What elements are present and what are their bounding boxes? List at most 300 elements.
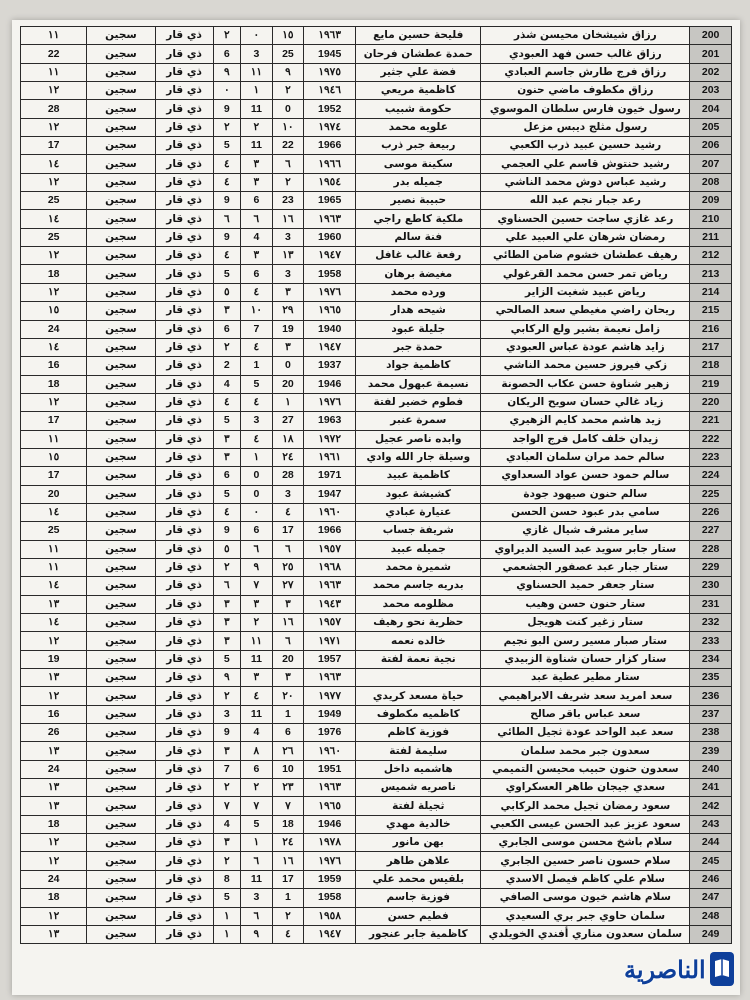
province-cell: ذي قار [155, 338, 213, 356]
row-number-cell: 220 [690, 393, 732, 411]
province-cell: ذي قار [155, 669, 213, 687]
mother-name-cell: سمرة عنبر [356, 412, 481, 430]
status-cell: سجين [87, 742, 155, 760]
birth-month-cell: ٩ [241, 558, 273, 576]
birth-day-cell: 10 [272, 760, 304, 778]
mother-name-cell: مظلومه محمد [356, 595, 481, 613]
mother-name-cell: فليحة حسين مايع [356, 27, 481, 45]
province-cell: ذي قار [155, 283, 213, 301]
province-cell: ذي قار [155, 430, 213, 448]
row-number-cell: 240 [690, 760, 732, 778]
full-name-cell: سلام حسون ناصر حسين الجابري [481, 852, 690, 870]
province-cell: ذي قار [155, 118, 213, 136]
birth-year-cell: ١٩٤٣ [304, 595, 356, 613]
table-row [21, 577, 732, 595]
row-number-cell: 210 [690, 210, 732, 228]
status-cell: سجين [87, 522, 155, 540]
code-digit-cell: ٢ [213, 779, 241, 797]
code-digit-cell: 3 [213, 705, 241, 723]
birth-day-cell: 1 [272, 705, 304, 723]
birth-year-cell: 1952 [304, 100, 356, 118]
birth-month-cell: ٤ [241, 430, 273, 448]
table-row [21, 118, 732, 136]
status-cell: سجين [87, 338, 155, 356]
table-row [21, 925, 732, 943]
code-number-cell: ١٤ [21, 614, 87, 632]
full-name-cell: رمضان شرهان علي العبيد علي [481, 228, 690, 246]
province-cell: ذي قار [155, 724, 213, 742]
code-number-cell: ١٢ [21, 82, 87, 100]
row-number-cell: 211 [690, 228, 732, 246]
province-cell: ذي قار [155, 925, 213, 943]
status-cell: سجين [87, 907, 155, 925]
birth-month-cell: 11 [241, 650, 273, 668]
table-row [21, 265, 732, 283]
code-number-cell: ١٤ [21, 503, 87, 521]
row-number-cell: 225 [690, 485, 732, 503]
table-row [21, 797, 732, 815]
mother-name-cell: سكينة موسى [356, 155, 481, 173]
status-cell: سجين [87, 558, 155, 576]
province-cell: ذي قار [155, 448, 213, 466]
province-cell: ذي قار [155, 247, 213, 265]
full-name-cell: ستار جابر سويد عبد السيد الديراوي [481, 540, 690, 558]
row-number-cell: 202 [690, 63, 732, 81]
status-cell: سجين [87, 485, 155, 503]
code-number-cell: 17 [21, 137, 87, 155]
table-row [21, 82, 732, 100]
row-number-cell: 222 [690, 430, 732, 448]
code-digit-cell: 9 [213, 192, 241, 210]
code-number-cell: 25 [21, 228, 87, 246]
table-row [21, 889, 732, 907]
province-cell: ذي قار [155, 467, 213, 485]
birth-month-cell: 0 [241, 467, 273, 485]
code-digit-cell: 9 [213, 724, 241, 742]
birth-month-cell: 6 [241, 265, 273, 283]
mother-name-cell: مغيضة برهان [356, 265, 481, 283]
status-cell: سجين [87, 815, 155, 833]
birth-day-cell: 0 [272, 357, 304, 375]
status-cell: سجين [87, 430, 155, 448]
birth-year-cell: ١٩٦٣ [304, 27, 356, 45]
full-name-cell: سعود رمضان ثجيل محمد الركابي [481, 797, 690, 815]
full-name-cell: زكي فيروز حسين محمد الناشي [481, 357, 690, 375]
mother-name-cell: نسيمة عبهول محمد [356, 375, 481, 393]
birth-month-cell: ١١ [241, 632, 273, 650]
code-number-cell: 16 [21, 357, 87, 375]
birth-month-cell: 1 [241, 357, 273, 375]
birth-year-cell: 1958 [304, 265, 356, 283]
birth-month-cell: ٣ [241, 247, 273, 265]
table-row [21, 503, 732, 521]
birth-month-cell: ٦ [241, 540, 273, 558]
table-row [21, 595, 732, 613]
table-row [21, 448, 732, 466]
mother-name-cell: فوزية كاظم [356, 724, 481, 742]
row-number-cell: 216 [690, 320, 732, 338]
names-table [20, 26, 732, 944]
code-digit-cell: ٢ [213, 118, 241, 136]
full-name-cell: رشيد عباس دوش محمد الناشي [481, 173, 690, 191]
row-number-cell: 242 [690, 797, 732, 815]
table-row [21, 669, 732, 687]
full-name-cell: ريحان راضي مغيطي سعد الصالحي [481, 302, 690, 320]
table-row [21, 705, 732, 723]
row-number-cell: 239 [690, 742, 732, 760]
birth-year-cell: ١٩٥٧ [304, 614, 356, 632]
birth-month-cell: 3 [241, 889, 273, 907]
full-name-cell: سلمان حاوي جبر بري السعيدي [481, 907, 690, 925]
code-digit-cell: ٣ [213, 742, 241, 760]
code-digit-cell: ٢ [213, 558, 241, 576]
code-number-cell: ١٢ [21, 852, 87, 870]
code-number-cell: ١٢ [21, 247, 87, 265]
status-cell: سجين [87, 705, 155, 723]
row-number-cell: 215 [690, 302, 732, 320]
province-cell: ذي قار [155, 650, 213, 668]
birth-day-cell: 3 [272, 485, 304, 503]
full-name-cell: زيدان خلف كامل فرج الواجد [481, 430, 690, 448]
code-digit-cell: ٣ [213, 632, 241, 650]
mother-name-cell: سليمة لفتة [356, 742, 481, 760]
code-digit-cell: 6 [213, 320, 241, 338]
status-cell: سجين [87, 614, 155, 632]
status-cell: سجين [87, 320, 155, 338]
code-number-cell: 18 [21, 815, 87, 833]
birth-day-cell: ٢ [272, 173, 304, 191]
birth-year-cell: 1946 [304, 815, 356, 833]
birth-year-cell: ١٩٧٦ [304, 393, 356, 411]
birth-year-cell: ١٩٥٨ [304, 907, 356, 925]
birth-year-cell: 1971 [304, 467, 356, 485]
full-name-cell: سعد عباس باقر صالح [481, 705, 690, 723]
table-row [21, 467, 732, 485]
row-number-cell: 204 [690, 100, 732, 118]
code-number-cell: ١٢ [21, 907, 87, 925]
mother-name-cell: فطوم خضير لفتة [356, 393, 481, 411]
row-number-cell: 208 [690, 173, 732, 191]
birth-year-cell: ١٩٧٧ [304, 687, 356, 705]
birth-day-cell: 3 [272, 265, 304, 283]
row-number-cell: 209 [690, 192, 732, 210]
full-name-cell: رعد جبار نجم عبد الله [481, 192, 690, 210]
row-number-cell: 229 [690, 558, 732, 576]
birth-year-cell: 1966 [304, 522, 356, 540]
row-number-cell: 224 [690, 467, 732, 485]
birth-day-cell: ٢ [272, 82, 304, 100]
code-digit-cell: ٤ [213, 155, 241, 173]
row-number-cell: 241 [690, 779, 732, 797]
code-digit-cell: ٣ [213, 448, 241, 466]
mother-name-cell: حكومة شبيب [356, 100, 481, 118]
mother-name-cell: رفعة غالب غافل [356, 247, 481, 265]
code-digit-cell: ٣ [213, 595, 241, 613]
birth-year-cell: ١٩٦٣ [304, 577, 356, 595]
province-cell: ذي قار [155, 63, 213, 81]
birth-month-cell: ١ [241, 448, 273, 466]
code-digit-cell: ٣ [213, 302, 241, 320]
birth-month-cell: ٢ [241, 118, 273, 136]
birth-month-cell: 11 [241, 705, 273, 723]
row-number-cell: 247 [690, 889, 732, 907]
mother-name-cell: كاظمية جابر عنجور [356, 925, 481, 943]
full-name-cell: ساير مشرف شيال غازي [481, 522, 690, 540]
mother-name-cell: كاظمية جواد [356, 357, 481, 375]
province-cell: ذي قار [155, 870, 213, 888]
province-cell: ذي قار [155, 27, 213, 45]
full-name-cell: ستار مطير عطية عبد [481, 669, 690, 687]
full-name-cell: زيد هاشم محمد كايم الزهيري [481, 412, 690, 430]
status-cell: سجين [87, 632, 155, 650]
birth-year-cell: 1937 [304, 357, 356, 375]
full-name-cell: سعدون جبر محمد سلمان [481, 742, 690, 760]
mother-name-cell: نجية نعمة لفتة [356, 650, 481, 668]
birth-month-cell: 5 [241, 375, 273, 393]
mother-name-cell: ربيعة جبر ذرب [356, 137, 481, 155]
code-number-cell: ١٤ [21, 338, 87, 356]
birth-day-cell: 1 [272, 889, 304, 907]
code-number-cell: ١١ [21, 27, 87, 45]
mother-name-cell: وابده ناصر عجيل [356, 430, 481, 448]
birth-year-cell: ١٩٦٣ [304, 210, 356, 228]
code-digit-cell: ٣ [213, 614, 241, 632]
birth-month-cell: ٢ [241, 614, 273, 632]
table-row [21, 320, 732, 338]
birth-day-cell: ١ [272, 393, 304, 411]
mother-name-cell: خالده نعمه [356, 632, 481, 650]
province-cell: ذي قار [155, 852, 213, 870]
mother-name-cell: بدريه جاسم محمد [356, 577, 481, 595]
birth-month-cell: ٦ [241, 907, 273, 925]
code-number-cell: 26 [21, 724, 87, 742]
code-digit-cell: ٦ [213, 210, 241, 228]
row-number-cell: 238 [690, 724, 732, 742]
birth-day-cell: ١٦ [272, 210, 304, 228]
province-cell: ذي قار [155, 595, 213, 613]
code-digit-cell: 5 [213, 137, 241, 155]
birth-month-cell: ٠ [241, 503, 273, 521]
row-number-cell: 200 [690, 27, 732, 45]
mother-name-cell: ورده محمد [356, 283, 481, 301]
code-number-cell: 17 [21, 412, 87, 430]
status-cell: سجين [87, 357, 155, 375]
book-logo-icon [710, 952, 734, 986]
table-row [21, 558, 732, 576]
province-cell: ذي قار [155, 687, 213, 705]
row-number-cell: 203 [690, 82, 732, 100]
code-digit-cell: 2 [213, 357, 241, 375]
birth-day-cell: 27 [272, 412, 304, 430]
birth-year-cell: 1965 [304, 192, 356, 210]
full-name-cell: زامل نعيمة بشير ولع الركابي [481, 320, 690, 338]
status-cell: سجين [87, 889, 155, 907]
birth-year-cell: 1966 [304, 137, 356, 155]
province-cell: ذي قار [155, 320, 213, 338]
status-cell: سجين [87, 595, 155, 613]
birth-month-cell: 3 [241, 45, 273, 63]
birth-day-cell: ١٥ [272, 27, 304, 45]
birth-day-cell: ٣ [272, 669, 304, 687]
code-digit-cell: 9 [213, 522, 241, 540]
logo-text: الناصرية [624, 954, 706, 984]
birth-day-cell: 28 [272, 467, 304, 485]
birth-month-cell: 11 [241, 100, 273, 118]
birth-month-cell: 6 [241, 522, 273, 540]
status-cell: سجين [87, 173, 155, 191]
full-name-cell: رهيف عطشان خشوم ضامن الطائي [481, 247, 690, 265]
birth-month-cell: ١١ [241, 63, 273, 81]
mother-name-cell [356, 669, 481, 687]
row-number-cell: 233 [690, 632, 732, 650]
table-row [21, 540, 732, 558]
code-number-cell: ١١ [21, 540, 87, 558]
table-row [21, 760, 732, 778]
status-cell: سجين [87, 265, 155, 283]
code-number-cell: 24 [21, 760, 87, 778]
birth-month-cell: ١ [241, 834, 273, 852]
mother-name-cell: ثجيلة لفتة [356, 797, 481, 815]
birth-year-cell: 1945 [304, 45, 356, 63]
province-cell: ذي قار [155, 302, 213, 320]
full-name-cell: رزاق غالب حسن فهد العبودي [481, 45, 690, 63]
table-row [21, 375, 732, 393]
row-number-cell: 223 [690, 448, 732, 466]
code-number-cell: 24 [21, 320, 87, 338]
province-cell: ذي قار [155, 357, 213, 375]
birth-month-cell: ٣ [241, 173, 273, 191]
row-number-cell: 214 [690, 283, 732, 301]
full-name-cell: رشيد حسين عبيد ذرب الكعبي [481, 137, 690, 155]
province-cell: ذي قار [155, 907, 213, 925]
birth-year-cell: ١٩٧٢ [304, 430, 356, 448]
code-number-cell: ١١ [21, 430, 87, 448]
birth-month-cell: ١٠ [241, 302, 273, 320]
status-cell: سجين [87, 82, 155, 100]
province-cell: ذي قار [155, 760, 213, 778]
birth-year-cell: ١٩٧١ [304, 632, 356, 650]
birth-year-cell: ١٩٧٤ [304, 118, 356, 136]
province-cell: ذي قار [155, 540, 213, 558]
status-cell: سجين [87, 779, 155, 797]
status-cell: سجين [87, 192, 155, 210]
birth-day-cell: ٦ [272, 540, 304, 558]
full-name-cell: سلمان سعدون مناري أفندي الخويلدي [481, 925, 690, 943]
birth-year-cell: ١٩٥٤ [304, 173, 356, 191]
status-cell: سجين [87, 834, 155, 852]
birth-day-cell: ٢٩ [272, 302, 304, 320]
province-cell: ذي قار [155, 192, 213, 210]
table-row [21, 283, 732, 301]
birth-month-cell: ٤ [241, 687, 273, 705]
birth-year-cell: ١٩٦٥ [304, 302, 356, 320]
full-name-cell: سلام هاشم خيون موسى الصافي [481, 889, 690, 907]
code-number-cell: ١٣ [21, 797, 87, 815]
province-cell: ذي قار [155, 742, 213, 760]
status-cell: سجين [87, 870, 155, 888]
full-name-cell: رشيد حنتوش قاسم علي العجمي [481, 155, 690, 173]
code-digit-cell: ٤ [213, 503, 241, 521]
birth-month-cell: ٤ [241, 338, 273, 356]
code-digit-cell: 6 [213, 45, 241, 63]
province-cell: ذي قار [155, 558, 213, 576]
table-row [21, 302, 732, 320]
birth-day-cell: 23 [272, 192, 304, 210]
code-digit-cell: ٣ [213, 430, 241, 448]
table-row [21, 815, 732, 833]
birth-year-cell: 1947 [304, 485, 356, 503]
mother-name-cell: حياة مسعد كريدي [356, 687, 481, 705]
code-number-cell: ١٢ [21, 173, 87, 191]
code-digit-cell: 9 [213, 100, 241, 118]
code-number-cell: 16 [21, 705, 87, 723]
birth-month-cell: ٣ [241, 595, 273, 613]
row-number-cell: 249 [690, 925, 732, 943]
code-number-cell: 18 [21, 375, 87, 393]
full-name-cell: ستار جبار عبد عصفور الجشعمي [481, 558, 690, 576]
code-digit-cell: ٠ [213, 82, 241, 100]
status-cell: سجين [87, 228, 155, 246]
full-name-cell: ستار حنون حسن وهيب [481, 595, 690, 613]
birth-month-cell: 6 [241, 760, 273, 778]
status-cell: سجين [87, 27, 155, 45]
birth-year-cell: 1976 [304, 724, 356, 742]
status-cell: سجين [87, 760, 155, 778]
full-name-cell: زهير شناوة حسن عكاب الحصونة [481, 375, 690, 393]
code-number-cell: ١٣ [21, 669, 87, 687]
row-number-cell: 221 [690, 412, 732, 430]
code-digit-cell: 5 [213, 650, 241, 668]
table-row [21, 779, 732, 797]
mother-name-cell: ملكية كاطع راجي [356, 210, 481, 228]
birth-year-cell: 1957 [304, 650, 356, 668]
table-row [21, 852, 732, 870]
table-row [21, 870, 732, 888]
full-name-cell: سالم حمد مران سلمان العبادي [481, 448, 690, 466]
birth-year-cell: 1960 [304, 228, 356, 246]
table-row [21, 412, 732, 430]
table-row [21, 522, 732, 540]
code-number-cell: ١٢ [21, 687, 87, 705]
status-cell: سجين [87, 393, 155, 411]
birth-day-cell: ٣ [272, 283, 304, 301]
birth-day-cell: ٤ [272, 925, 304, 943]
mother-name-cell: علويه محمد [356, 118, 481, 136]
status-cell: سجين [87, 925, 155, 943]
birth-month-cell: ٣ [241, 155, 273, 173]
status-cell: سجين [87, 540, 155, 558]
code-number-cell: ١٥ [21, 302, 87, 320]
birth-day-cell: ٤ [272, 503, 304, 521]
status-cell: سجين [87, 118, 155, 136]
row-number-cell: 227 [690, 522, 732, 540]
code-digit-cell: ٢ [213, 852, 241, 870]
mother-name-cell: شريفة جساب [356, 522, 481, 540]
code-number-cell: 17 [21, 467, 87, 485]
province-cell: ذي قار [155, 889, 213, 907]
province-cell: ذي قار [155, 503, 213, 521]
table-row [21, 210, 732, 228]
code-digit-cell: 8 [213, 870, 241, 888]
province-cell: ذي قار [155, 779, 213, 797]
full-name-cell: زايد هاشم عودة عباس العبودي [481, 338, 690, 356]
names-table-body [21, 27, 732, 944]
table-row [21, 742, 732, 760]
mother-name-cell: بلقيس محمد علي [356, 870, 481, 888]
mother-name-cell: جميله عبيد [356, 540, 481, 558]
status-cell: سجين [87, 577, 155, 595]
status-cell: سجين [87, 797, 155, 815]
